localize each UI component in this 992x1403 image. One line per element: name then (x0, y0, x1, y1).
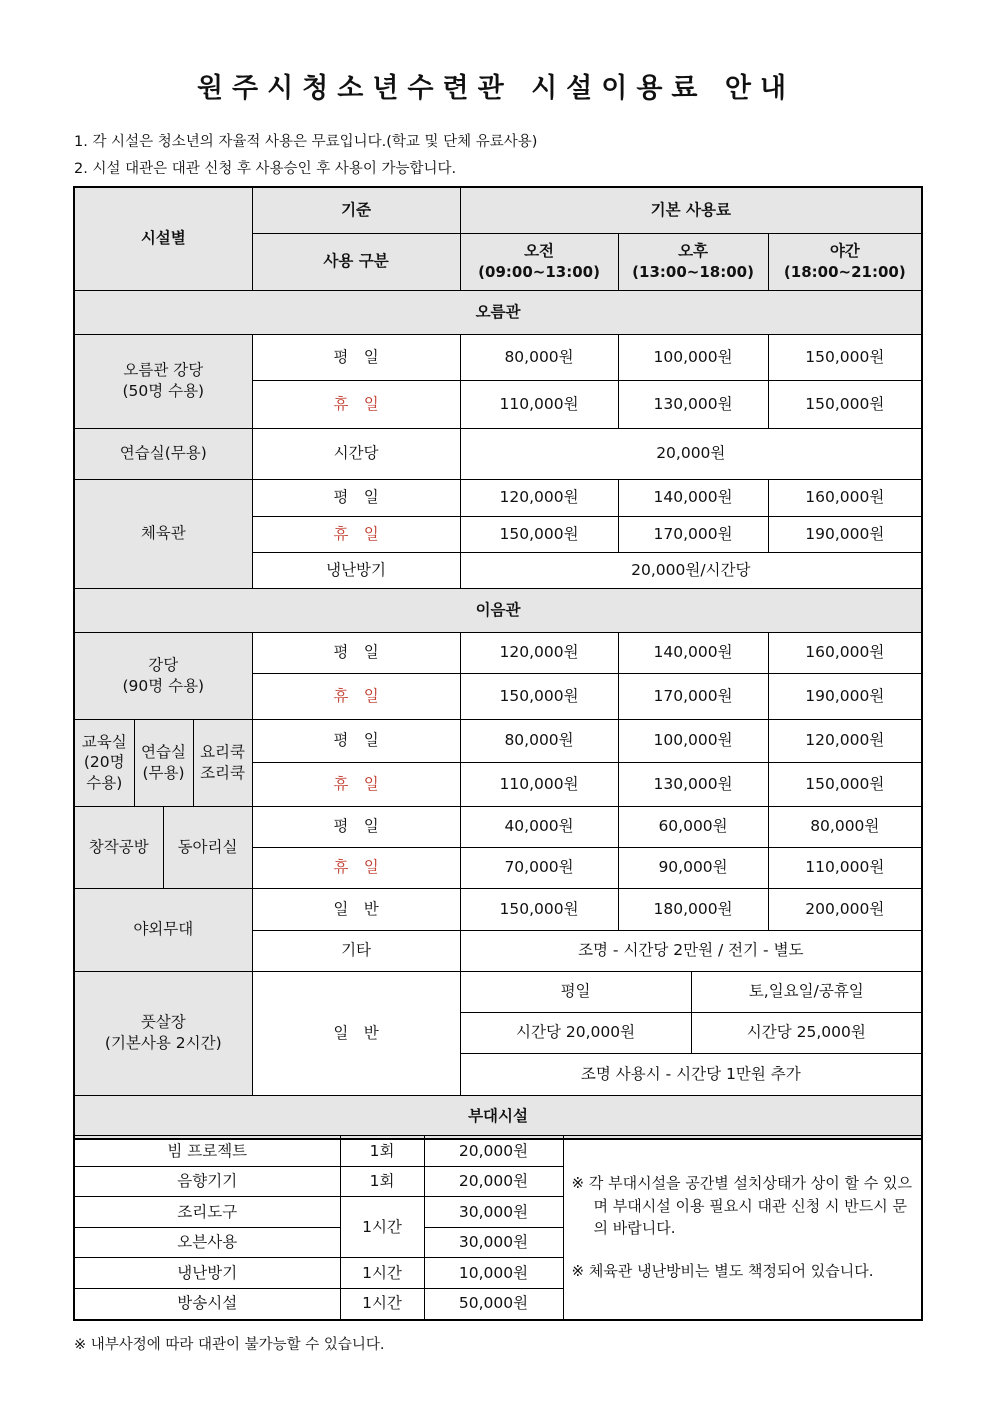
fee-table (73, 186, 923, 1140)
fee-cell: 90,000원 (618, 847, 768, 888)
label-holiday: 휴 일 (252, 847, 460, 888)
label-weekday: 평 일 (252, 719, 460, 762)
extra-item-unit: 1시간 (340, 1289, 424, 1320)
section-extra: 부대시설 (74, 1095, 922, 1139)
note-1: 1. 각 시설은 청소년의 자율적 사용은 무료입니다.(학교 및 단체 유료사용) (74, 134, 538, 150)
extra-item-name: 음향기기 (74, 1167, 340, 1197)
fee-cell: 80,000원 (460, 334, 618, 380)
stage-etc-note: 조명 - 시간당 2만원 / 전기 - 별도 (460, 930, 922, 971)
fee-cell: 150,000원 (460, 888, 618, 930)
extra-note-1: ※ 각 부대시설을 공간별 설치상태가 상이 할 수 있으며 부대시설 이용 필요시 대관 신청 시 반드시 문의 바랍니다. (571, 1174, 913, 1238)
fee-cell: 80,000원 (460, 719, 618, 762)
extra-item-unit: 1회 (340, 1167, 424, 1197)
fee-cell: 120,000원 (768, 719, 922, 762)
fee-cell: 40,000원 (460, 806, 618, 847)
fee-cell: 100,000원 (618, 334, 768, 380)
fee-cell: 80,000원 (768, 806, 922, 847)
fee-cell: 140,000원 (618, 632, 768, 673)
fee-cell: 160,000원 (768, 632, 922, 673)
fee-cell: 120,000원 (460, 632, 618, 673)
fee-cell: 150,000원 (460, 673, 618, 719)
fee-cell: 200,000원 (768, 888, 922, 930)
header-am: 오전 (09:00~13:00) (460, 233, 618, 290)
label-holiday: 휴 일 (252, 380, 460, 428)
fee-cell: 110,000원 (768, 847, 922, 888)
label-hourly: 시간당 (252, 428, 460, 479)
fee-cell: 190,000원 (768, 673, 922, 719)
futsal-light-note: 조명 사용시 - 시간당 1만원 추가 (460, 1053, 922, 1095)
header-facility: 시설별 (74, 187, 252, 290)
label-general: 일 반 (252, 888, 460, 930)
oreum-gym: 체육관 (74, 479, 252, 588)
fee-cell: 20,000원 (460, 428, 922, 479)
ieum-club-room: 동아리실 (163, 806, 252, 888)
label-holiday: 휴 일 (252, 762, 460, 806)
fee-cell: 60,000원 (618, 806, 768, 847)
ieum-futsal: 풋살장 (기본사용 2시간) (74, 971, 252, 1095)
futsal-subtable (461, 972, 922, 1012)
ieum-edu-room: 교육실 (20명 수용) (74, 719, 134, 806)
fee-cell: 130,000원 (618, 380, 768, 428)
header-criteria: 기준 (252, 187, 460, 233)
fee-cell: 110,000원 (460, 380, 618, 428)
extra-note-2: ※ 체육관 냉난방비는 별도 책정되어 있습니다. (571, 1261, 874, 1280)
extra-item-unit: 1시간 (340, 1197, 424, 1258)
fee-cell: 150,000원 (768, 334, 922, 380)
extra-item-fee: 10,000원 (424, 1258, 563, 1289)
fee-cell: 130,000원 (618, 762, 768, 806)
ieum-workshop: 창작공방 (74, 806, 163, 888)
extra-item-name: 조리도구 (74, 1197, 340, 1228)
ieum-practice-room: 연습실 (무용) (134, 719, 193, 806)
futsal-weekend-label: 토,일요일/공휴일 (748, 982, 864, 1001)
futsal-fee-block (460, 971, 922, 1012)
label-etc: 기타 (252, 930, 460, 971)
fee-cell: 140,000원 (618, 479, 768, 516)
futsal-fee-block (460, 1012, 922, 1053)
futsal-subtable (461, 1013, 922, 1053)
label-weekday: 평 일 (252, 479, 460, 516)
fee-cell: 150,000원 (460, 516, 618, 552)
extra-facilities-table (73, 1135, 923, 1321)
label-weekday: 평 일 (252, 632, 460, 673)
label-weekday: 평 일 (252, 334, 460, 380)
fee-cell: 150,000원 (768, 380, 922, 428)
fee-cell: 150,000원 (768, 762, 922, 806)
oreum-hall: 오름관 강당 (50명 수용) (74, 334, 252, 428)
label-general: 일 반 (252, 971, 460, 1095)
header-pm: 오후 (13:00~18:00) (618, 233, 768, 290)
label-heating: 냉난방기 (252, 552, 460, 588)
futsal-weekday-fee: 시간당 20,000원 (461, 1013, 692, 1053)
ieum-cooking-room: 요리쿡 조리쿡 (193, 719, 252, 806)
header-night: 야간 (18:00~21:00) (768, 233, 922, 290)
fee-cell: 170,000원 (618, 516, 768, 552)
extra-item-name: 빔 프로젝트 (74, 1136, 340, 1167)
extra-item-fee: 50,000원 (424, 1289, 563, 1320)
section-oreum: 오름관 (74, 290, 922, 334)
fee-cell: 180,000원 (618, 888, 768, 930)
label-holiday: 휴 일 (252, 516, 460, 552)
extra-item-unit: 1시간 (340, 1258, 424, 1289)
fee-cell: 190,000원 (768, 516, 922, 552)
label-holiday: 휴 일 (252, 673, 460, 719)
extra-item-unit: 1회 (340, 1136, 424, 1167)
ieum-hall: 강당 (90명 수용) (74, 632, 252, 719)
fee-cell: 160,000원 (768, 479, 922, 516)
ieum-outdoor-stage: 야외무대 (74, 888, 252, 971)
header-base-fee: 기본 사용료 (460, 187, 922, 233)
futsal-weekday-label: 평일 (461, 972, 692, 1012)
extra-item-fee: 30,000원 (424, 1228, 563, 1258)
page-title: 원주시청소년수련관 시설이용료 안내 (196, 73, 796, 104)
extra-item-fee: 30,000원 (424, 1197, 563, 1228)
section-ieum: 이음관 (74, 588, 922, 632)
extra-item-name: 냉난방기 (74, 1258, 340, 1289)
fee-cell: 170,000원 (618, 673, 768, 719)
fee-cell: 110,000원 (460, 762, 618, 806)
label-weekday: 평 일 (252, 806, 460, 847)
extra-item-fee: 20,000원 (424, 1136, 563, 1167)
footer-note: ※ 내부사정에 따라 대관이 불가능할 수 있습니다. (74, 1337, 385, 1353)
extra-notes (563, 1136, 922, 1320)
fee-cell: 70,000원 (460, 847, 618, 888)
oreum-practice: 연습실(무용) (74, 428, 252, 479)
fee-cell: 120,000원 (460, 479, 618, 516)
extra-item-fee: 20,000원 (424, 1167, 563, 1197)
futsal-weekend-fee: 시간당 25,000원 (746, 1023, 866, 1042)
header-usage-type: 사용 구분 (252, 233, 460, 290)
fee-cell: 20,000원/시간당 (460, 552, 922, 588)
extra-item-name: 오븐사용 (74, 1228, 340, 1258)
note-2: 2. 시설 대관은 대관 신청 후 사용승인 후 사용이 가능합니다. (74, 161, 457, 177)
fee-cell: 100,000원 (618, 719, 768, 762)
extra-item-name: 방송시설 (74, 1289, 340, 1320)
